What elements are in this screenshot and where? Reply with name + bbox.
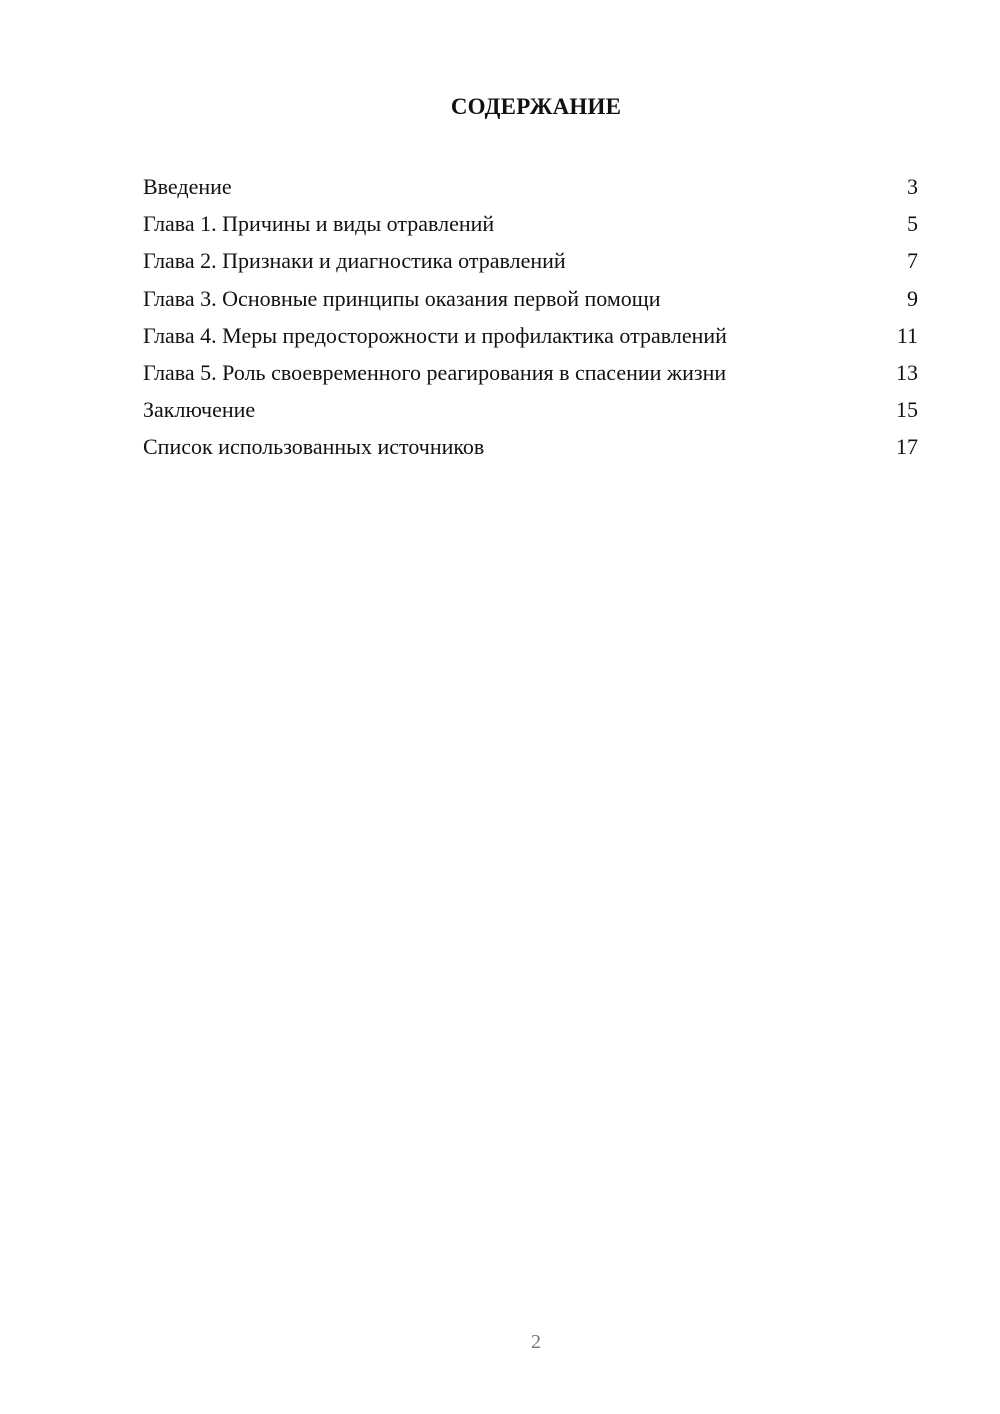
toc-entry-page: 13 [896,359,918,385]
toc-entry-references [143,428,918,465]
toc-entry-label: Заключение [143,397,256,423]
page-number: 2 [531,1331,541,1353]
toc-entry-page: 3 [907,174,918,199]
toc-entry-label: Глава 3. Основные принципы оказания первой помощи [143,285,661,311]
toc-entry-chapter-4 [143,317,918,354]
toc-entry-page: 17 [896,434,918,460]
toc-entry-introduction [143,168,918,205]
toc-entry-conclusion [143,391,918,428]
toc-entry-page: 7 [907,248,918,274]
toc-entry-label: Глава 2. Признаки и диагностика отравлений [143,248,566,274]
toc-entry-label: Глава 5. Роль своевременного реагирования в спасении жизни [143,359,727,385]
toc-entry-page: 11 [896,322,918,348]
table-of-contents [143,168,918,466]
toc-entry-page: 15 [896,397,918,423]
page-title: СОДЕРЖАНИЕ [450,94,622,119]
toc-entry-chapter-1 [143,205,918,242]
toc-entry-page: 5 [907,211,918,237]
toc-entry-page: 9 [907,285,918,311]
toc-entry-label: Глава 1. Причины и виды отравлений [143,211,495,237]
toc-entry-chapter-5 [143,354,918,391]
toc-entry-label: Введение [143,174,232,199]
toc-entry-label: Глава 4. Меры предосторожности и профилактика отравлений [143,322,727,348]
toc-entry-chapter-2 [143,242,918,279]
toc-entry-chapter-3 [143,280,918,317]
toc-entry-label: Список использованных источников [143,434,485,460]
